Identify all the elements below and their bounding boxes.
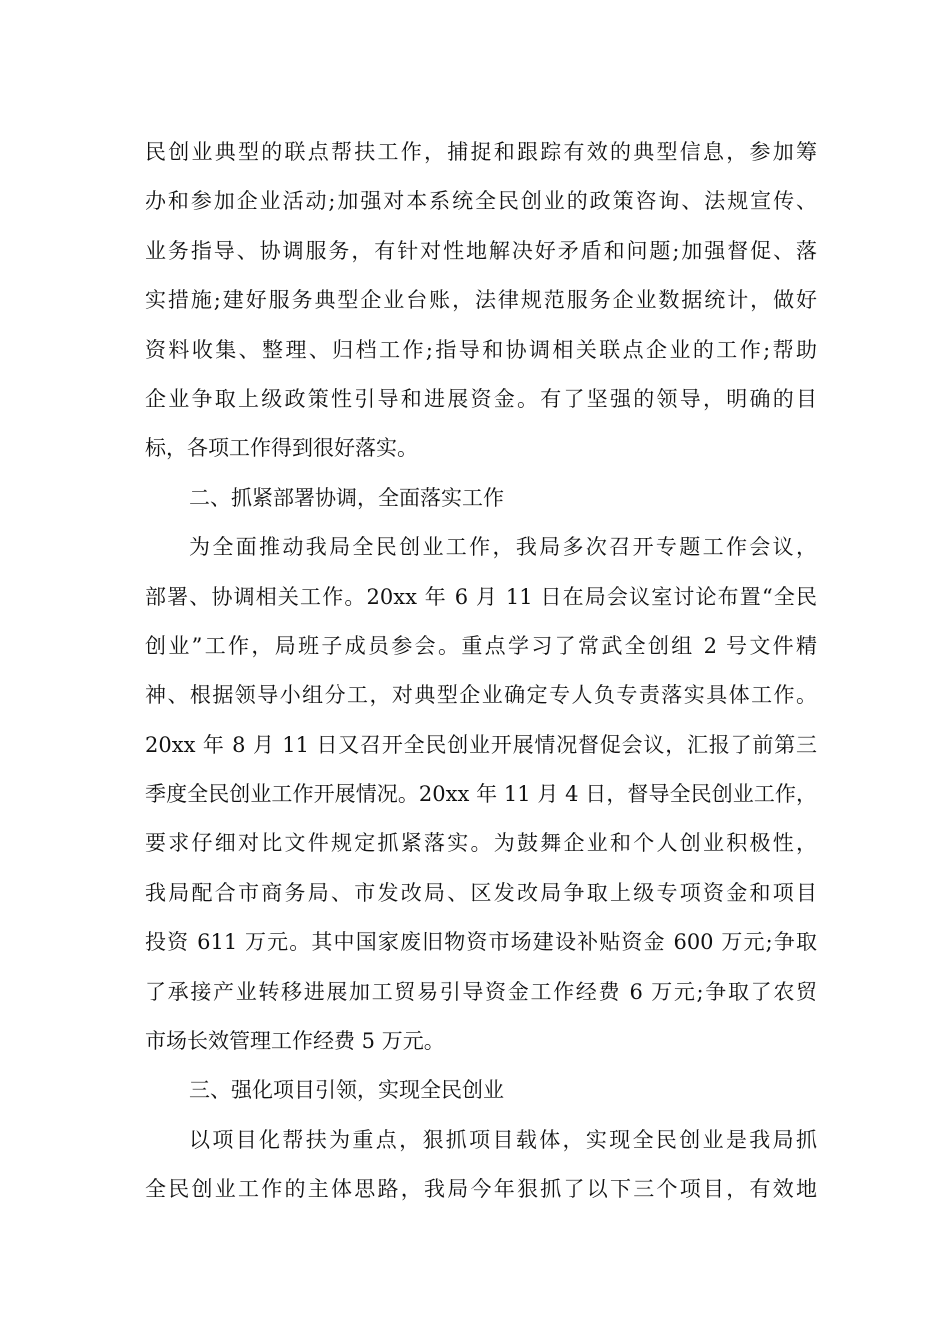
- paragraph-line: 我局配合市商务局、市发改局、区发改局争取上级专项资金和项目: [145, 880, 817, 905]
- paragraph-line: 标，各项工作得到很好落实。: [145, 436, 418, 461]
- paragraph-line: 季度全民创业工作开展情况。20xx 年 11 月 4 日，督导全民创业工作，: [145, 782, 817, 807]
- paragraph-line: 创业”工作，局班子成员参会。重点学习了常武全创组 2 号文件精: [145, 633, 817, 658]
- section-heading: 三、强化项目引领，实现全民创业: [189, 1078, 504, 1103]
- paragraph-line: 资料收集、整理、归档工作;指导和协调相关联点企业的工作;帮助: [145, 337, 817, 362]
- paragraph-line: 市场长效管理工作经费 5 万元。: [145, 1029, 445, 1054]
- paragraph-line: 投资 611 万元。其中国家废旧物资市场建设补贴资金 600 万元;争取: [145, 930, 817, 955]
- paragraph-line: 民创业典型的联点帮扶工作，捕捉和跟踪有效的典型信息，参加筹: [145, 140, 817, 164]
- paragraph-line: 办和参加企业活动;加强对本系统全民创业的政策咨询、法规宣传、: [145, 189, 817, 214]
- paragraph-line: 业务指导、协调服务，有针对性地解决好矛盾和问题;加强督促、落: [145, 238, 817, 263]
- paragraph-line: 实措施;建好服务典型企业台账，法律规范服务企业数据统计，做好: [145, 288, 817, 313]
- paragraph-line: 部署、协调相关工作。20xx 年 6 月 11 日在局会议室讨论布置“全民: [145, 584, 817, 609]
- section-heading: 二、抓紧部署协调，全面落实工作: [189, 485, 504, 510]
- paragraph-line: 神、根据领导小组分工，对典型企业确定专人负专责落实具体工作。: [145, 683, 817, 708]
- paragraph-line: 要求仔细对比文件规定抓紧落实。为鼓舞企业和个人创业积极性，: [145, 831, 817, 856]
- paragraph-line: 了承接产业转移进展加工贸易引导资金工作经费 6 万元;争取了农贸: [145, 979, 817, 1004]
- paragraph-line: 20xx 年 8 月 11 日又召开全民创业开展情况督促会议，汇报了前第三: [145, 732, 817, 757]
- document-body: [145, 128, 817, 1215]
- paragraph-line: 全民创业工作的主体思路，我局今年狠抓了以下三个项目，有效地: [145, 1177, 817, 1202]
- paragraph-line: 以项目化帮扶为重点，狠抓项目载体，实现全民创业是我局抓: [189, 1127, 817, 1152]
- paragraph-line: 为全面推动我局全民创业工作，我局多次召开专题工作会议，: [189, 535, 817, 560]
- paragraph-line: 企业争取上级政策性引导和进展资金。有了坚强的领导，明确的目: [145, 386, 817, 411]
